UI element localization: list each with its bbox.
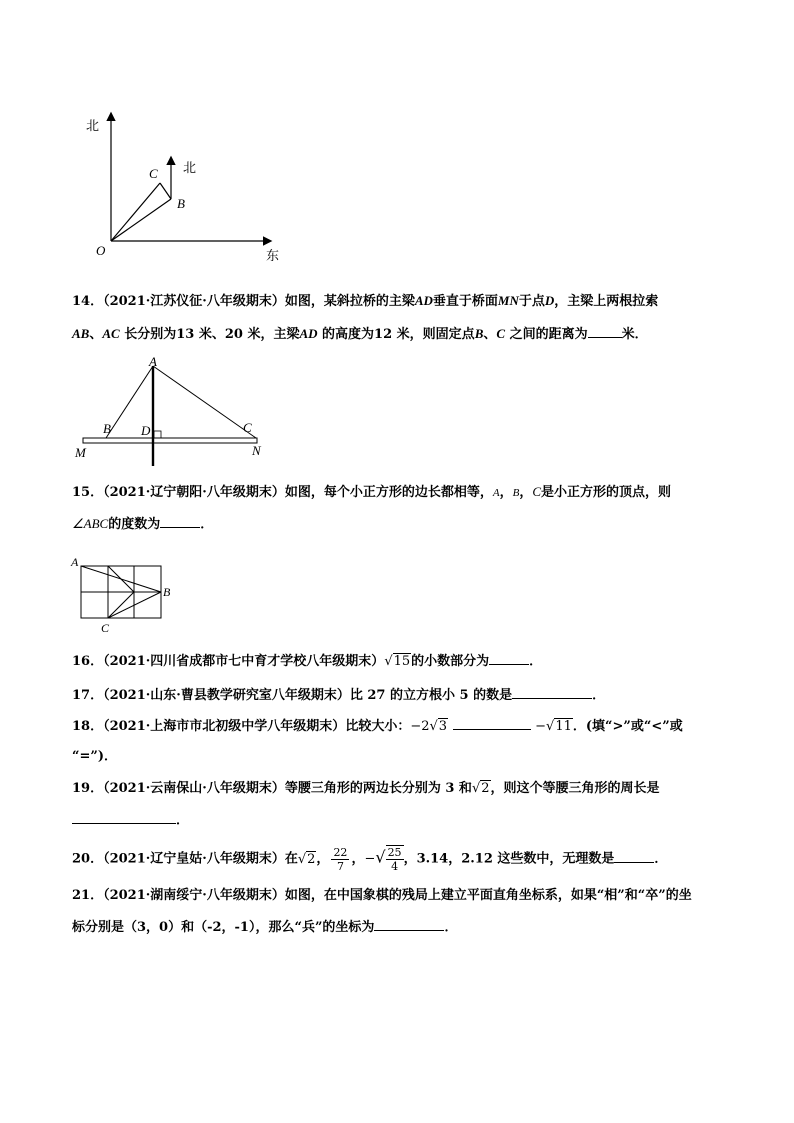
- answer-blank[interactable]: [614, 850, 654, 863]
- var-c: C: [532, 484, 542, 499]
- question-number: 21．: [72, 888, 104, 903]
- question-source: （2021·上海市市北初级中学八年级期末）: [103, 719, 346, 734]
- text: “=”)．: [72, 749, 117, 764]
- question-source: （2021·云南保山·八年级期末）: [103, 781, 285, 796]
- text: ．: [592, 688, 606, 703]
- radicand: 2: [307, 851, 316, 867]
- text: 如图，在中国象棋的残局上建立平面直角坐标系，如果“相”和“卒”的坐: [284, 888, 692, 903]
- radicand: 15: [393, 654, 411, 669]
- question-source: （2021·湖南绥宁·八年级期末）: [103, 888, 285, 903]
- label-north2: 北: [183, 160, 197, 175]
- question-number: 14．: [72, 294, 104, 309]
- sqrt-expression: √3: [429, 719, 448, 734]
- segment-cb: [160, 183, 171, 199]
- text: 、: [89, 327, 103, 342]
- text: ，: [519, 485, 533, 500]
- text: 于点: [518, 294, 545, 309]
- question-source: （2021·江苏仪征·八年级期末）: [103, 294, 285, 309]
- var-a: A: [492, 487, 500, 499]
- var-ab: AB: [72, 326, 90, 341]
- text: 如图，每个小正方形的边长都相等，: [284, 485, 493, 500]
- question-number: 19．: [72, 781, 104, 796]
- question-19: [72, 780, 732, 830]
- numerator: 22: [333, 845, 348, 859]
- question-14: [72, 292, 732, 344]
- figure-compass: [80, 108, 290, 272]
- radicand: 2: [481, 781, 490, 796]
- text: 比较大小：: [345, 719, 411, 734]
- sqrt-expression: √15: [384, 654, 411, 669]
- label-d: D: [141, 423, 151, 438]
- text: ，: [316, 851, 330, 867]
- var-c: C: [496, 326, 506, 341]
- diagonal: [108, 592, 134, 618]
- text: 比 27 的立方根小 5 的数是: [349, 688, 513, 703]
- label-c: C: [149, 166, 158, 181]
- question-17: [72, 686, 732, 705]
- var-b: B: [474, 326, 484, 341]
- text: 标分别是（3，0）和（-2，-1），那么“兵”的坐标为: [72, 920, 375, 935]
- question-source: （2021·山东·曹县教学研究室八年级期末）: [103, 688, 350, 703]
- text: 长分别为13 米、20 米，主梁: [119, 327, 300, 342]
- question-number: 15．: [72, 485, 104, 500]
- text: ．: [529, 654, 543, 669]
- bridge-deck: [83, 438, 257, 443]
- radicand: 3: [438, 719, 448, 734]
- text: 、: [483, 327, 497, 342]
- label-east: 东: [266, 248, 280, 263]
- question-source: （2021·辽宁朝阳·八年级期末）: [103, 485, 285, 500]
- text: ．: [200, 517, 214, 532]
- text: ．: [654, 851, 668, 867]
- angle-abc: ∠ABC: [72, 516, 109, 531]
- label-a: A: [149, 354, 157, 369]
- answer-blank[interactable]: [374, 918, 444, 931]
- text: ．: [176, 813, 190, 828]
- text: 如图，某斜拉桥的主梁: [284, 294, 415, 309]
- text: 的小数部分为: [411, 654, 490, 669]
- text: ．: [444, 920, 458, 935]
- var-ad: AD: [414, 293, 433, 308]
- text: 之间的距离为: [505, 327, 588, 342]
- text: ，3.14，2.12 这些数中，无理数是: [403, 851, 615, 867]
- var-mn: MN: [497, 293, 519, 308]
- radicand: 11: [555, 719, 572, 734]
- text: ，: [351, 851, 365, 867]
- question-number: 16．: [72, 654, 104, 669]
- text: 米．: [621, 327, 648, 342]
- question-number: 20．: [72, 851, 104, 867]
- denominator: 4: [391, 860, 399, 873]
- coefficient: −2: [410, 719, 430, 734]
- label-b: B: [163, 585, 171, 599]
- text: ，则这个等腰三角形的周长是: [490, 781, 660, 796]
- label-n: N: [252, 443, 261, 458]
- numerator: 25: [387, 846, 402, 859]
- var-d: D: [544, 293, 555, 308]
- bridge-diagram: [70, 354, 270, 470]
- var-b: B: [512, 487, 520, 499]
- answer-blank[interactable]: [160, 515, 200, 528]
- label-m: M: [75, 445, 86, 460]
- label-o: O: [96, 243, 106, 258]
- text: 的高度为12 米，则固定点: [317, 327, 475, 342]
- right-angle-mark: [154, 431, 161, 438]
- diagonal: [108, 566, 134, 592]
- var-ac: AC: [102, 326, 120, 341]
- text: ．(填“>”或“<”或: [572, 719, 683, 734]
- fraction: [331, 846, 349, 873]
- sqrt-expression: √11: [546, 719, 572, 734]
- text: 等腰三角形的两边长分别为 3 和: [284, 781, 472, 796]
- label-a: A: [71, 556, 79, 569]
- text: ，主梁上两根拉索: [554, 294, 659, 309]
- label-north: 北: [86, 118, 100, 133]
- figure-grid: [68, 556, 188, 640]
- label-b: B: [103, 421, 111, 436]
- answer-blank[interactable]: [489, 652, 529, 665]
- denominator: 7: [336, 859, 344, 873]
- figure-bridge: [70, 354, 270, 474]
- text: 垂直于桥面: [432, 294, 498, 309]
- answer-blank[interactable]: [453, 717, 531, 730]
- compass-diagram: [80, 108, 290, 268]
- sqrt-fraction-expression: √ $\frac{25}{4}$: [375, 846, 402, 873]
- question-number: 18．: [72, 719, 104, 734]
- sqrt-expression: √2: [471, 781, 490, 796]
- question-21: [72, 887, 732, 937]
- question-number: 17．: [72, 688, 104, 703]
- var-ad: AD: [299, 326, 318, 341]
- text: ，: [499, 485, 513, 500]
- answer-blank[interactable]: [588, 325, 622, 338]
- question-20: [72, 845, 732, 873]
- minus-sign: −: [364, 851, 376, 867]
- text: 是小正方形的顶点，则: [541, 485, 672, 500]
- question-source: （2021·辽宁皇姑·八年级期末）: [103, 851, 285, 867]
- grid-diagram: [68, 556, 188, 636]
- sqrt-expression: √2: [297, 851, 316, 867]
- question-16: [72, 652, 732, 671]
- cable-ac: [153, 366, 256, 438]
- label-c: C: [243, 420, 252, 435]
- text: 的度数为: [108, 517, 161, 532]
- question-source: （2021·四川省成都市七中育才学校八年级期末）: [103, 654, 385, 669]
- minus-sign: −: [535, 719, 547, 734]
- label-b: B: [177, 196, 185, 211]
- question-15: [72, 483, 732, 534]
- text: 在: [284, 851, 298, 867]
- question-18: [72, 717, 732, 766]
- answer-blank[interactable]: [512, 686, 592, 699]
- label-c: C: [101, 621, 110, 635]
- answer-blank[interactable]: [72, 811, 176, 824]
